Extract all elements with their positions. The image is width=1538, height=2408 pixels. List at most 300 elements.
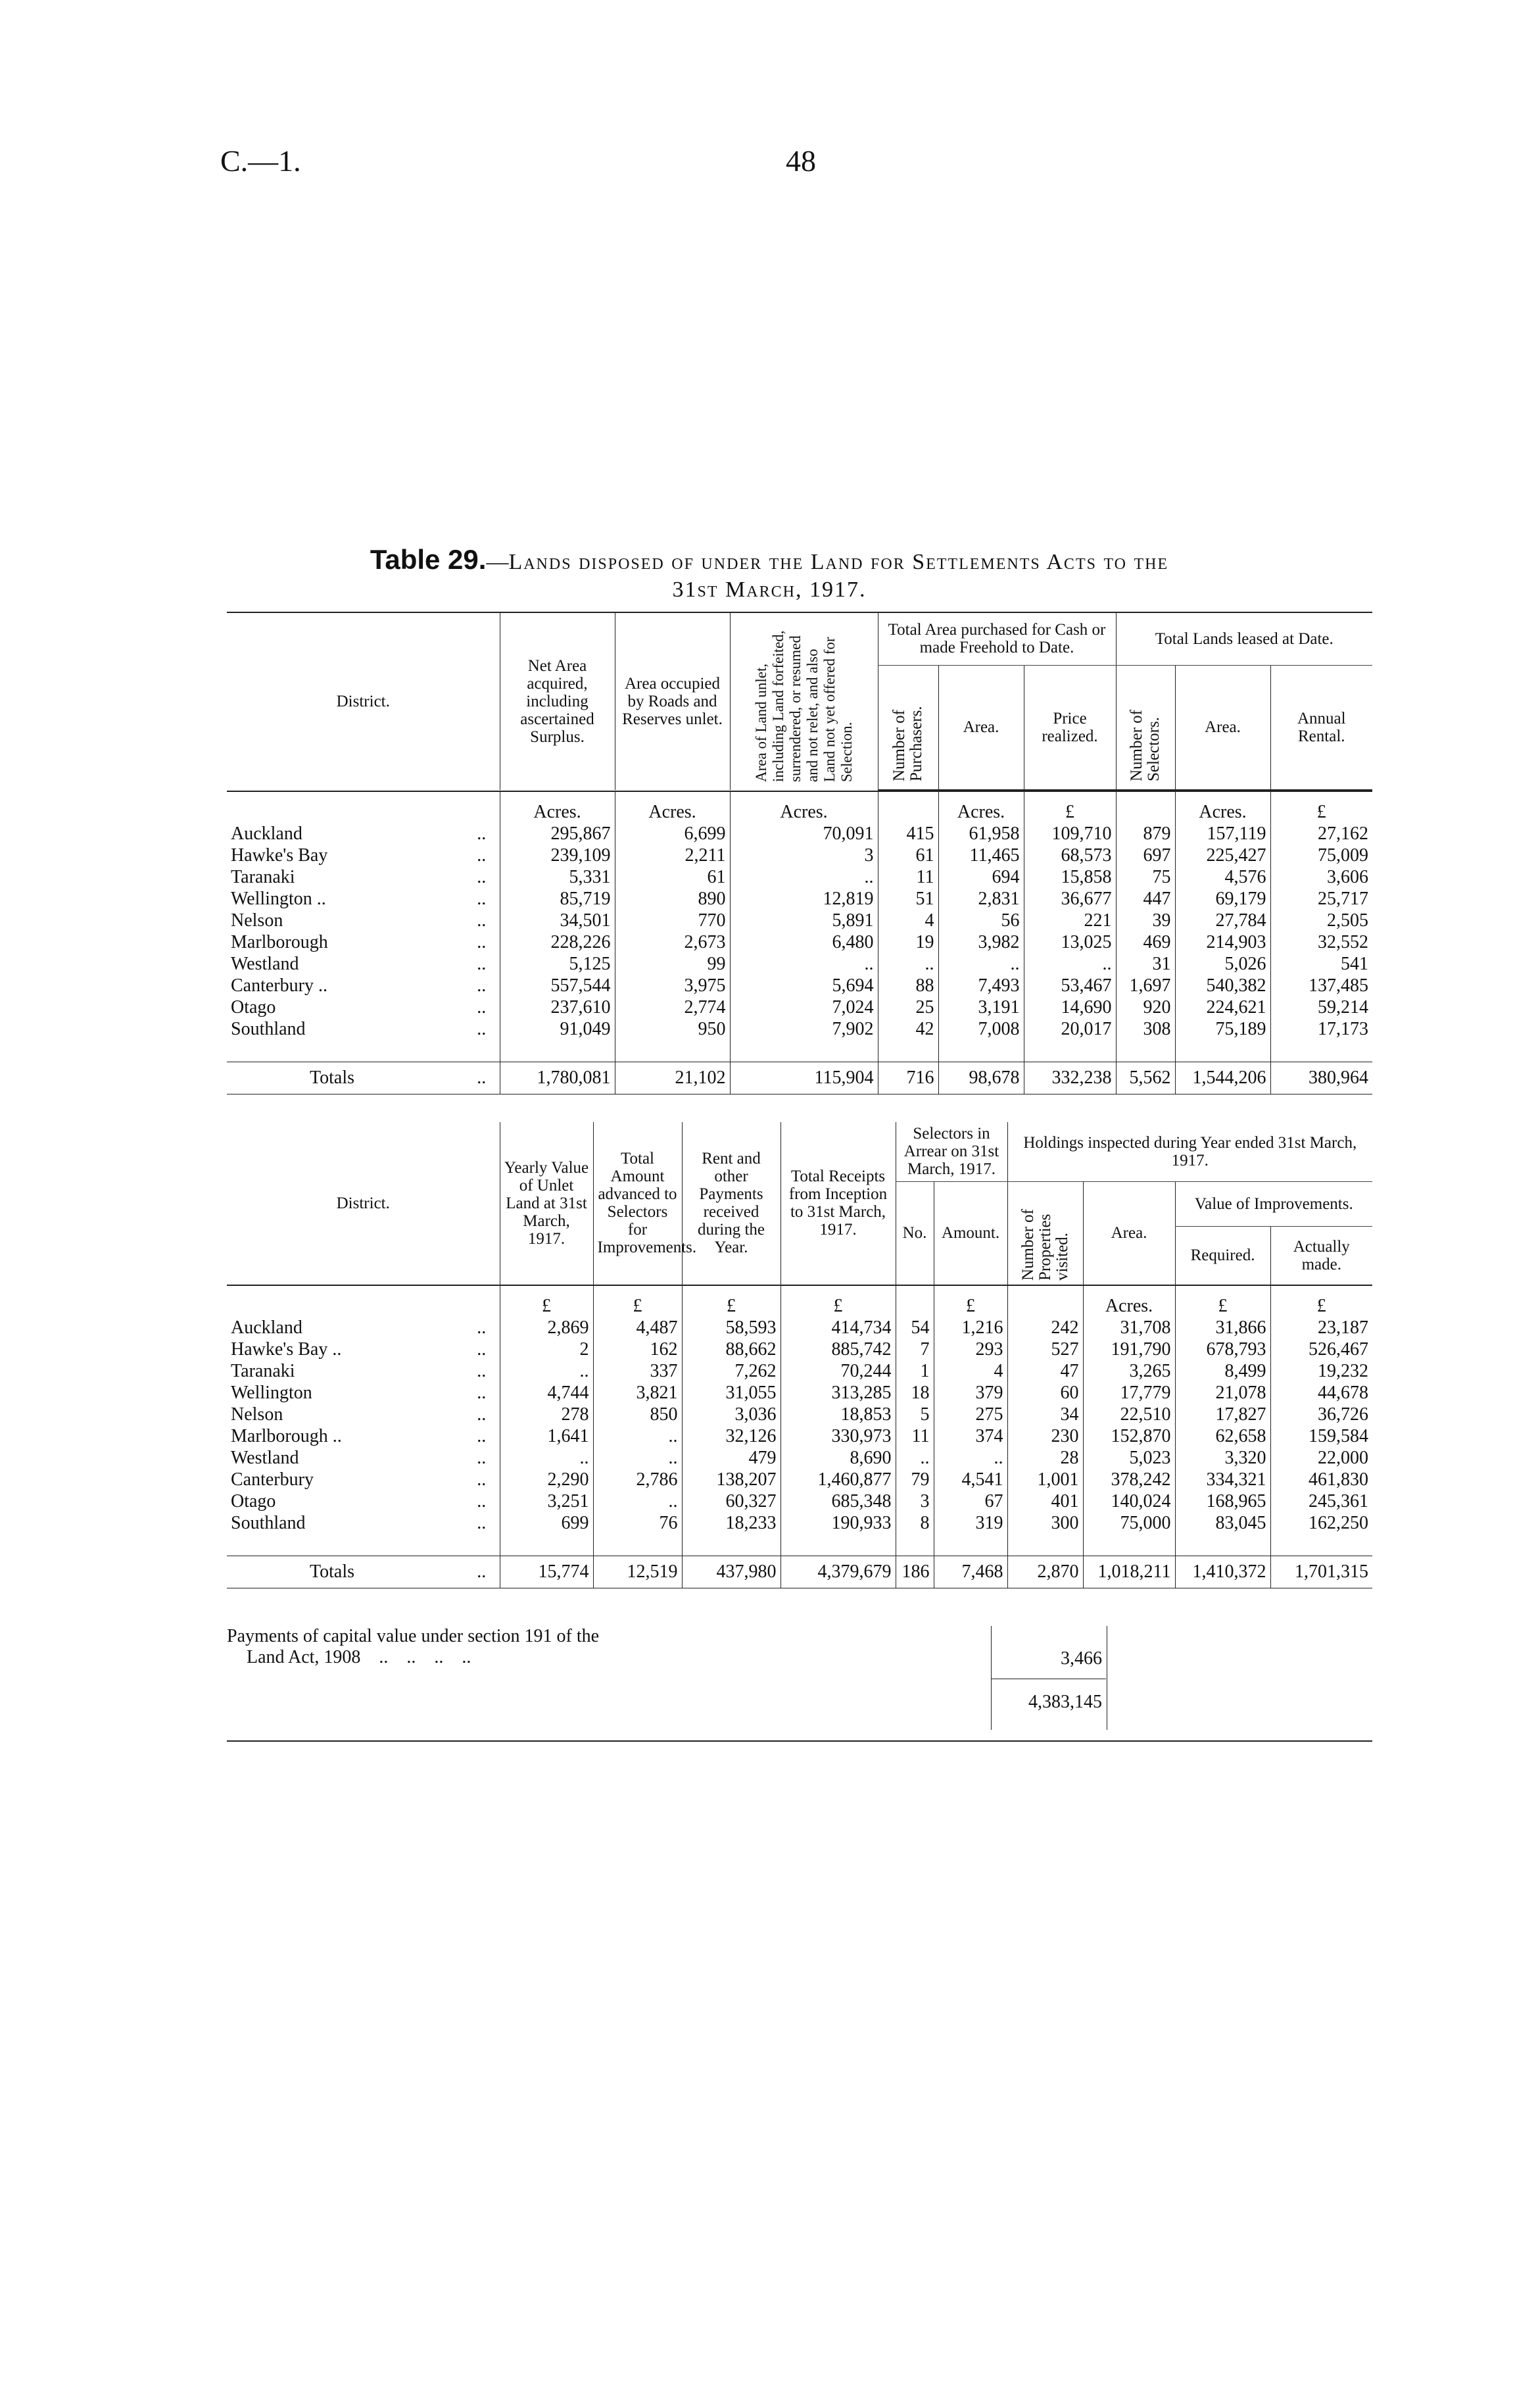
yearly-value: 278: [500, 1404, 593, 1425]
unit-arrear-amount: £: [934, 1285, 1007, 1317]
table-row: [227, 1490, 1372, 1512]
table-row: [227, 1360, 1372, 1382]
district-name: Nelson: [231, 1404, 283, 1425]
table-row: [227, 975, 1372, 996]
num-purchasers: 51: [878, 888, 938, 910]
purchased-area: 3,191: [938, 996, 1024, 1018]
purchased-area: 2,831: [938, 888, 1024, 910]
net-area: 295,867: [500, 823, 615, 845]
inspected-area: 191,790: [1083, 1339, 1175, 1360]
table-number: Table 29.: [370, 544, 487, 575]
leader-dots: ..: [477, 1469, 487, 1490]
leased-area: 4,576: [1175, 866, 1270, 888]
leader-dots: ..: [477, 1404, 487, 1425]
area-roads: 2,211: [615, 845, 730, 866]
net-area: 5,331: [500, 866, 615, 888]
header-num-purchasers: Number of Purchasers.: [878, 665, 938, 790]
title-line-2: 31st March, 1917.: [672, 577, 867, 602]
unit-annual-rental: £: [1270, 791, 1372, 823]
title-line-1: Lands disposed of under the Land for Settlements Acts to the: [508, 550, 1169, 574]
area-unlet: 3: [730, 845, 878, 866]
yearly-value: 699: [500, 1512, 593, 1534]
total-advanced: ..: [593, 1447, 682, 1469]
table-row: [227, 823, 1372, 845]
totals-label: Totals: [227, 1556, 464, 1588]
inspected-area: 17,779: [1083, 1382, 1175, 1404]
rent-payments: 18,233: [682, 1512, 781, 1534]
header-annual-rental: Annual Rental.: [1270, 665, 1372, 790]
total-advanced: 850: [593, 1404, 682, 1425]
net-area: 557,544: [500, 975, 615, 996]
total-receipts: 8,690: [781, 1447, 896, 1469]
leader-dots: ..: [464, 1556, 500, 1588]
rent-payments: 31,055: [682, 1382, 781, 1404]
table-row: [227, 1469, 1372, 1490]
total-receipts: 313,285: [781, 1382, 896, 1404]
price-realized: 13,025: [1024, 931, 1116, 953]
num-properties: 47: [1007, 1360, 1083, 1382]
leader-dots: ..: [477, 1512, 487, 1533]
total-advanced: 12,519: [593, 1556, 682, 1588]
total-net-area: 1,780,081: [500, 1062, 615, 1094]
arrear-amount: 4: [934, 1360, 1007, 1382]
area-unlet: 70,091: [730, 823, 878, 845]
purchased-area: 694: [938, 866, 1024, 888]
rent-payments: 88,662: [682, 1339, 781, 1360]
footer-line-2: Land Act, 1908 .. .. .. ..: [247, 1647, 471, 1667]
district-name: Canterbury ..: [231, 975, 327, 996]
unit-actually-made: £: [1270, 1285, 1372, 1317]
inspected-area: 22,510: [1083, 1404, 1175, 1425]
net-area: 239,109: [500, 845, 615, 866]
district-name: Taranaki: [231, 1360, 295, 1381]
leader-dots: ..: [477, 1490, 487, 1511]
leased-area: 214,903: [1175, 931, 1270, 953]
arrear-no: 54: [896, 1317, 934, 1339]
actually-made: 22,000: [1270, 1447, 1372, 1469]
inspected-area: 31,708: [1083, 1317, 1175, 1339]
leader-dots: ..: [477, 910, 487, 931]
leader-dots: ..: [477, 1360, 487, 1381]
unit-leased-area: Acres.: [1175, 791, 1270, 823]
purchased-area: 11,465: [938, 845, 1024, 866]
total-advanced: ..: [593, 1425, 682, 1447]
footer-note: [227, 1626, 766, 1668]
yearly-value: 2: [500, 1339, 593, 1360]
area-roads: 890: [615, 888, 730, 910]
area-unlet: 5,694: [730, 975, 878, 996]
rent-payments: 3,036: [682, 1404, 781, 1425]
leased-area: 27,784: [1175, 910, 1270, 931]
district-name: Southland: [231, 1512, 306, 1533]
arrear-no: 1: [896, 1360, 934, 1382]
arrear-amount: 67: [934, 1490, 1007, 1512]
area-roads: 6,699: [615, 823, 730, 845]
num-properties: 401: [1007, 1490, 1083, 1512]
actually-made: 36,726: [1270, 1404, 1372, 1425]
area-unlet: 6,480: [730, 931, 878, 953]
unit-inspected-area: Acres.: [1083, 1285, 1175, 1317]
units-row: [227, 1285, 1372, 1317]
table-row: [227, 1425, 1372, 1447]
header-total-receipts: Total Receipts from Inception to 31st March, 1917.: [781, 1122, 896, 1285]
purchased-area: 7,008: [938, 1018, 1024, 1040]
num-properties: 527: [1007, 1339, 1083, 1360]
leader-dots: ..: [477, 1447, 487, 1468]
area-roads: 950: [615, 1018, 730, 1040]
leader-dots: ..: [477, 845, 487, 866]
inspected-area: 75,000: [1083, 1512, 1175, 1534]
total-advanced: 337: [593, 1360, 682, 1382]
total-advanced: 76: [593, 1512, 682, 1534]
arrear-amount: 1,216: [934, 1317, 1007, 1339]
yearly-value: 4,744: [500, 1382, 593, 1404]
table-row: [227, 996, 1372, 1018]
yearly-value: 1,641: [500, 1425, 593, 1447]
header-yearly-value: Yearly Value of Unlet Land at 31st March, 1917.: [500, 1122, 593, 1285]
title-dash: —: [486, 550, 509, 574]
area-unlet: ..: [730, 866, 878, 888]
arrear-amount: ..: [934, 1447, 1007, 1469]
total-actually-made: 1,701,315: [1270, 1556, 1372, 1588]
total-receipts: 70,244: [781, 1360, 896, 1382]
annual-rental: 541: [1270, 953, 1372, 975]
inspected-area: 152,870: [1083, 1425, 1175, 1447]
leader-dots: ..: [477, 867, 487, 887]
yearly-value: 2,869: [500, 1317, 593, 1339]
num-selectors: 920: [1116, 996, 1175, 1018]
header-price-realized: Price realized.: [1024, 665, 1116, 790]
leader-dots: ..: [464, 1062, 500, 1094]
num-selectors: 39: [1116, 910, 1175, 931]
leased-area: 225,427: [1175, 845, 1270, 866]
unit-rent-payments: £: [682, 1285, 781, 1317]
required: 168,965: [1175, 1490, 1270, 1512]
arrear-no: 7: [896, 1339, 934, 1360]
district-name: Nelson: [231, 910, 283, 931]
leader-dots: ..: [477, 1339, 487, 1360]
price-realized: 15,858: [1024, 866, 1116, 888]
total-price-realized: 332,238: [1024, 1062, 1116, 1094]
leader-dots: ..: [477, 1425, 487, 1446]
price-realized: 68,573: [1024, 845, 1116, 866]
header-required: Required.: [1175, 1226, 1270, 1284]
area-unlet: ..: [730, 953, 878, 975]
num-properties: 242: [1007, 1317, 1083, 1339]
num-selectors: 697: [1116, 845, 1175, 866]
district-name: Otago: [231, 1490, 276, 1511]
num-purchasers: 25: [878, 996, 938, 1018]
table-row: [227, 845, 1372, 866]
leader-dots: ..: [477, 1317, 487, 1338]
required: 678,793: [1175, 1339, 1270, 1360]
actually-made: 245,361: [1270, 1490, 1372, 1512]
arrear-no: 8: [896, 1512, 934, 1534]
table-row: [227, 888, 1372, 910]
header-group-leased: Total Lands leased at Date.: [1116, 612, 1372, 665]
purchased-area: 3,982: [938, 931, 1024, 953]
price-realized: ..: [1024, 953, 1116, 975]
annual-rental: 75,009: [1270, 845, 1372, 866]
actually-made: 159,584: [1270, 1425, 1372, 1447]
yearly-value: 2,290: [500, 1469, 593, 1490]
leased-area: 69,179: [1175, 888, 1270, 910]
inspected-area: 5,023: [1083, 1447, 1175, 1469]
total-inspected-area: 1,018,211: [1083, 1556, 1175, 1588]
num-purchasers: 19: [878, 931, 938, 953]
leased-area: 5,026: [1175, 953, 1270, 975]
num-properties: 28: [1007, 1447, 1083, 1469]
total-area-roads: 21,102: [615, 1062, 730, 1094]
total-receipts: 330,973: [781, 1425, 896, 1447]
total-advanced: 4,487: [593, 1317, 682, 1339]
leader-dots: ..: [477, 823, 487, 844]
num-properties: 230: [1007, 1425, 1083, 1447]
header-group-arrear: Selectors in Arrear on 31st March, 1917.: [896, 1122, 1007, 1181]
arrear-amount: 275: [934, 1404, 1007, 1425]
net-area: 34,501: [500, 910, 615, 931]
arrear-no: 11: [896, 1425, 934, 1447]
district-name: Hawke's Bay ..: [231, 1339, 342, 1360]
required: 3,320: [1175, 1447, 1270, 1469]
rent-payments: 138,207: [682, 1469, 781, 1490]
inspected-area: 3,265: [1083, 1360, 1175, 1382]
header-num-selectors: Number of Selectors.: [1116, 665, 1175, 790]
total-rent-payments: 437,980: [682, 1556, 781, 1588]
leader-dots: ..: [477, 997, 487, 1018]
num-purchasers: 88: [878, 975, 938, 996]
total-receipts: 4,379,679: [781, 1556, 896, 1588]
district-name: Wellington ..: [231, 889, 326, 909]
table-row: [227, 1317, 1372, 1339]
area-roads: 770: [615, 910, 730, 931]
num-purchasers: 415: [878, 823, 938, 845]
total-required: 1,410,372: [1175, 1556, 1270, 1588]
area-roads: 2,673: [615, 931, 730, 953]
arrear-no: 18: [896, 1382, 934, 1404]
annual-rental: 27,162: [1270, 823, 1372, 845]
net-area: 91,049: [500, 1018, 615, 1040]
unit-area-unlet: Acres.: [730, 791, 878, 823]
price-realized: 20,017: [1024, 1018, 1116, 1040]
num-selectors: 1,697: [1116, 975, 1175, 996]
area-roads: 3,975: [615, 975, 730, 996]
table-row: [227, 1404, 1372, 1425]
arrear-amount: 293: [934, 1339, 1007, 1360]
total-advanced: 162: [593, 1339, 682, 1360]
price-realized: 36,677: [1024, 888, 1116, 910]
price-realized: 14,690: [1024, 996, 1116, 1018]
leader-dots: ..: [477, 932, 487, 952]
num-purchasers: 4: [878, 910, 938, 931]
header-district: District.: [336, 1194, 390, 1212]
required: 8,499: [1175, 1360, 1270, 1382]
arrear-no: 5: [896, 1404, 934, 1425]
area-unlet: 5,891: [730, 910, 878, 931]
required: 31,866: [1175, 1317, 1270, 1339]
inspected-area: 378,242: [1083, 1469, 1175, 1490]
grand-total-value: 4,383,145: [1028, 1692, 1102, 1712]
leader-dots: ..: [477, 1382, 487, 1403]
num-properties: 1,001: [1007, 1469, 1083, 1490]
totals-row: [227, 1062, 1372, 1094]
required: 83,045: [1175, 1512, 1270, 1534]
page-number: 48: [786, 144, 816, 178]
annual-rental: 137,485: [1270, 975, 1372, 996]
num-purchasers: 42: [878, 1018, 938, 1040]
total-advanced: 3,821: [593, 1382, 682, 1404]
arrear-no: 79: [896, 1469, 934, 1490]
leader-dots: ..: [477, 1019, 487, 1039]
district-name: Auckland: [231, 823, 302, 844]
total-leased-area: 1,544,206: [1175, 1062, 1270, 1094]
footer-line-1: Payments of capital value under section 191 of the: [227, 1626, 600, 1646]
arrear-no: 3: [896, 1490, 934, 1512]
lands-disposed-table: [227, 612, 1372, 1094]
arrear-amount: 4,541: [934, 1469, 1007, 1490]
header-group-purchased: Total Area purchased for Cash or made Freehold to Date.: [878, 612, 1116, 665]
district-name: Canterbury: [231, 1469, 314, 1490]
total-area-unlet: 115,904: [730, 1062, 878, 1094]
actually-made: 19,232: [1270, 1360, 1372, 1382]
header-actually-made: Actually made.: [1270, 1226, 1372, 1284]
footer-value-box: [991, 1626, 1107, 1730]
header-arrear-no: No.: [896, 1181, 934, 1285]
header-group-inspected: Holdings inspected during Year ended 31st March, 1917.: [1007, 1122, 1372, 1181]
table-row: [227, 1447, 1372, 1469]
net-area: 237,610: [500, 996, 615, 1018]
total-num-selectors: 5,562: [1116, 1062, 1175, 1094]
num-selectors: 469: [1116, 931, 1175, 953]
table-row: [227, 931, 1372, 953]
price-realized: 221: [1024, 910, 1116, 931]
annual-rental: 3,606: [1270, 866, 1372, 888]
arrear-amount: 379: [934, 1382, 1007, 1404]
unit-required: £: [1175, 1285, 1270, 1317]
num-purchasers: 61: [878, 845, 938, 866]
table-row: [227, 1512, 1372, 1534]
unit-price-realized: £: [1024, 791, 1116, 823]
annual-rental: 25,717: [1270, 888, 1372, 910]
net-area: 228,226: [500, 931, 615, 953]
district-name: Auckland: [231, 1317, 302, 1338]
area-roads: 2,774: [615, 996, 730, 1018]
page-reference: C.—1.: [220, 144, 301, 178]
required: 62,658: [1175, 1425, 1270, 1447]
actually-made: 526,467: [1270, 1339, 1372, 1360]
required: 334,321: [1175, 1469, 1270, 1490]
total-purchased-area: 98,678: [938, 1062, 1024, 1094]
yearly-value: 3,251: [500, 1490, 593, 1512]
table-row: [227, 1018, 1372, 1040]
total-advanced: 2,786: [593, 1469, 682, 1490]
table-title: [227, 546, 1312, 604]
unit-total-receipts: £: [781, 1285, 896, 1317]
units-row: [227, 791, 1372, 823]
total-receipts: 18,853: [781, 1404, 896, 1425]
district-name: Marlborough ..: [231, 1425, 342, 1446]
header-leased-area: Area.: [1175, 665, 1270, 790]
yearly-value: ..: [500, 1447, 593, 1469]
annual-rental: 17,173: [1270, 1018, 1372, 1040]
district-name: Taranaki: [231, 867, 295, 887]
rent-payments: 32,126: [682, 1425, 781, 1447]
num-selectors: 75: [1116, 866, 1175, 888]
num-selectors: 447: [1116, 888, 1175, 910]
num-purchasers: 11: [878, 866, 938, 888]
leased-area: 157,119: [1175, 823, 1270, 845]
header-area-roads: Area occupied by Roads and Reserves unlet.: [615, 612, 730, 790]
leader-dots: ..: [477, 954, 487, 974]
price-realized: 53,467: [1024, 975, 1116, 996]
purchased-area: ..: [938, 953, 1024, 975]
header-area-unlet: Area of Land unlet, including Land forfeited, surrendered, or resumed and not relet, and also Land not yet offered for Selection.: [730, 612, 878, 790]
num-purchasers: ..: [878, 953, 938, 975]
rent-payments: 7,262: [682, 1360, 781, 1382]
header-num-properties: Number of Properties visited.: [1007, 1181, 1083, 1285]
rent-payments: 58,593: [682, 1317, 781, 1339]
num-selectors: 31: [1116, 953, 1175, 975]
closing-rule: [227, 1740, 1372, 1742]
price-realized: 109,710: [1024, 823, 1116, 845]
district-name: Wellington: [231, 1382, 312, 1403]
header-district: District.: [336, 693, 390, 710]
total-receipts: 1,460,877: [781, 1469, 896, 1490]
header-purchased-area: Area.: [938, 665, 1024, 790]
district-name: Marlborough: [231, 932, 328, 952]
table-row: [227, 910, 1372, 931]
district-name: Hawke's Bay: [231, 845, 328, 866]
table-row: [227, 1382, 1372, 1404]
totals-label: Totals: [227, 1062, 464, 1094]
num-properties: 60: [1007, 1382, 1083, 1404]
unit-yearly-value: £: [500, 1285, 593, 1317]
actually-made: 44,678: [1270, 1382, 1372, 1404]
area-unlet: 7,902: [730, 1018, 878, 1040]
arrear-no: ..: [896, 1447, 934, 1469]
annual-rental: 32,552: [1270, 931, 1372, 953]
area-unlet: 12,819: [730, 888, 878, 910]
total-arrear-amount: 7,468: [934, 1556, 1007, 1588]
total-advanced: ..: [593, 1490, 682, 1512]
total-num-purchasers: 716: [878, 1062, 938, 1094]
rent-payments: 479: [682, 1447, 781, 1469]
total-receipts: 685,348: [781, 1490, 896, 1512]
leader-dots: ..: [477, 889, 487, 909]
required: 21,078: [1175, 1382, 1270, 1404]
annual-rental: 59,214: [1270, 996, 1372, 1018]
actually-made: 162,250: [1270, 1512, 1372, 1534]
total-arrear-no: 186: [896, 1556, 934, 1588]
total-yearly-value: 15,774: [500, 1556, 593, 1588]
purchased-area: 56: [938, 910, 1024, 931]
required: 17,827: [1175, 1404, 1270, 1425]
num-properties: 300: [1007, 1512, 1083, 1534]
leased-area: 224,621: [1175, 996, 1270, 1018]
area-roads: 61: [615, 866, 730, 888]
district-name: Westland: [231, 1447, 299, 1468]
net-area: 5,125: [500, 953, 615, 975]
num-selectors: 879: [1116, 823, 1175, 845]
header-group-improvements: Value of Improvements.: [1175, 1181, 1372, 1226]
arrear-amount: 374: [934, 1425, 1007, 1447]
total-receipts: 414,734: [781, 1317, 896, 1339]
table-row: [227, 866, 1372, 888]
district-name: Westland: [231, 954, 299, 974]
header-arrear-amount: Amount.: [934, 1181, 1007, 1285]
district-name: Southland: [231, 1019, 306, 1039]
area-unlet: 7,024: [730, 996, 878, 1018]
